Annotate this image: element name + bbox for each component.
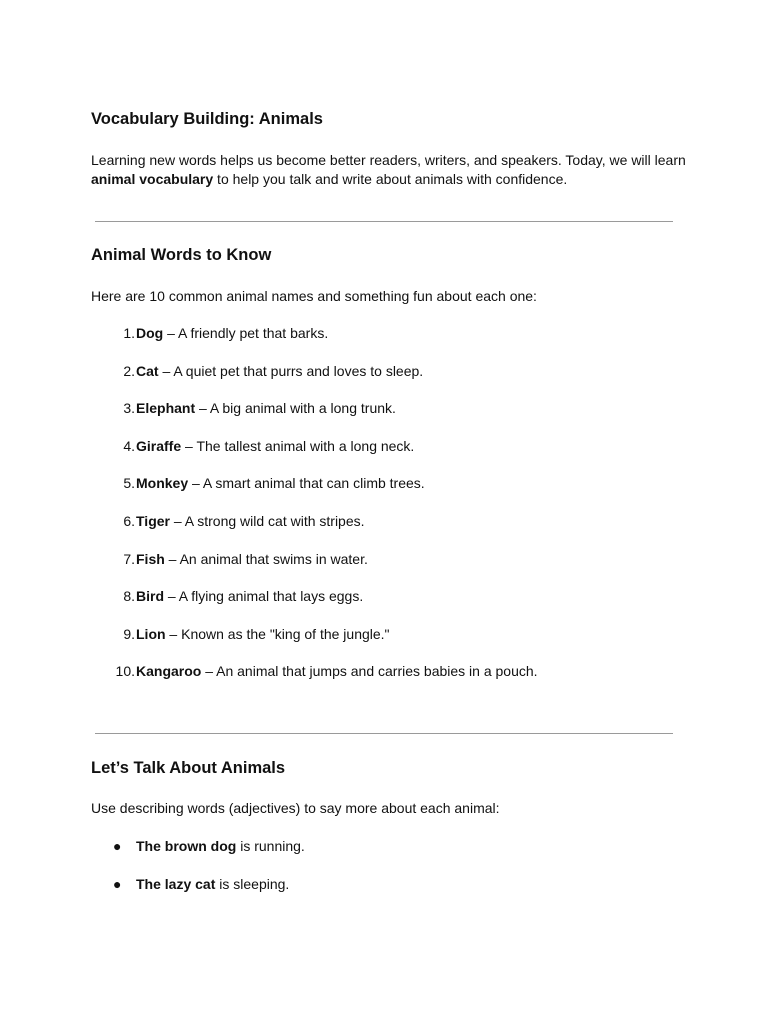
animal-description: – A strong wild cat with stripes. <box>169 512 365 529</box>
list-number: 4. <box>123 437 135 454</box>
example-rest: is running. <box>236 838 305 854</box>
list-item-text <box>136 550 368 569</box>
list-number: 5. <box>123 475 135 492</box>
section-heading-talk: Let’s Talk About Animals <box>91 759 286 777</box>
animal-description: – Known as the "king of the jungle." <box>165 625 390 642</box>
example-sentence <box>136 837 305 856</box>
intro-text-end: to help you talk and write about animals with confidence. <box>213 171 568 187</box>
page-title: Vocabulary Building: Animals <box>91 110 323 128</box>
animal-description: – An animal that swims in water. <box>164 550 368 567</box>
list-item-text <box>136 625 390 644</box>
list-item <box>91 550 691 588</box>
animal-word: Monkey <box>136 475 189 492</box>
example-bold-phrase: The brown dog <box>136 838 237 854</box>
animal-description: – A quiet pet that purrs and loves to sleep. <box>158 362 424 379</box>
list-number: 2. <box>123 362 135 379</box>
bullet-icon: ● <box>113 876 122 892</box>
animal-word: Dog <box>136 325 164 341</box>
list-number: 7. <box>123 550 135 567</box>
list-number: 9. <box>123 625 135 642</box>
animal-word: Kangaroo <box>136 663 202 680</box>
animal-word: Cat <box>136 362 159 379</box>
list-item-text <box>136 587 363 606</box>
animal-description: – A friendly pet that barks. <box>163 325 329 341</box>
list-item <box>91 399 691 437</box>
list-number: 1. <box>123 325 135 341</box>
animal-word: Lion <box>136 625 166 642</box>
animal-description: – A big animal with a long trunk. <box>195 400 396 417</box>
list-number: 10. <box>115 663 135 680</box>
list-item-text <box>136 362 423 381</box>
animal-description: – A smart animal that can climb trees. <box>188 475 425 492</box>
list-item-text <box>136 512 365 531</box>
animal-description: – An animal that jumps and carries babies in a pouch. <box>201 663 538 680</box>
animal-description: – The tallest animal with a long neck. <box>181 437 415 454</box>
animal-word: Giraffe <box>136 437 182 454</box>
divider <box>95 221 673 222</box>
list-item-text <box>136 437 414 456</box>
list-item <box>91 875 691 913</box>
intro-bold-phrase: animal vocabulary <box>91 171 214 187</box>
list-item-text <box>136 399 396 418</box>
animal-description: – A flying animal that lays eggs. <box>164 588 364 605</box>
section-heading-words: Animal Words to Know <box>91 246 272 264</box>
talk-lead-text: Use describing words (adjectives) to say more about each animal: <box>91 800 500 816</box>
bullet-icon: ● <box>113 838 122 854</box>
animal-word: Fish <box>136 550 165 567</box>
list-item-text <box>136 662 538 681</box>
list-item <box>91 474 691 512</box>
words-lead-text: Here are 10 common animal names and something fun about each one: <box>91 288 537 304</box>
divider <box>95 733 673 734</box>
animal-word: Elephant <box>136 400 196 417</box>
list-item <box>91 662 691 700</box>
animal-word: Tiger <box>136 512 170 529</box>
list-number: 8. <box>123 588 135 605</box>
example-bold-phrase: The lazy cat <box>136 876 216 892</box>
list-item <box>91 837 691 875</box>
list-item <box>91 512 691 550</box>
animal-word: Bird <box>136 588 164 605</box>
list-item-text <box>136 474 425 493</box>
list-number: 3. <box>123 400 135 417</box>
list-item-text <box>136 324 328 343</box>
list-item <box>91 587 691 625</box>
example-rest: is sleeping. <box>215 876 290 892</box>
list-item <box>91 362 691 400</box>
animal-word-list <box>91 324 691 700</box>
example-sentence <box>136 875 289 894</box>
list-number: 6. <box>123 512 135 529</box>
intro-text-start: Learning new words helps us become better readers, writers, and speakers. Today, we will learn <box>91 152 686 168</box>
list-item <box>91 437 691 475</box>
list-item <box>91 625 691 663</box>
intro-paragraph <box>91 151 691 189</box>
example-sentence-list <box>91 837 691 913</box>
list-item <box>91 324 691 362</box>
